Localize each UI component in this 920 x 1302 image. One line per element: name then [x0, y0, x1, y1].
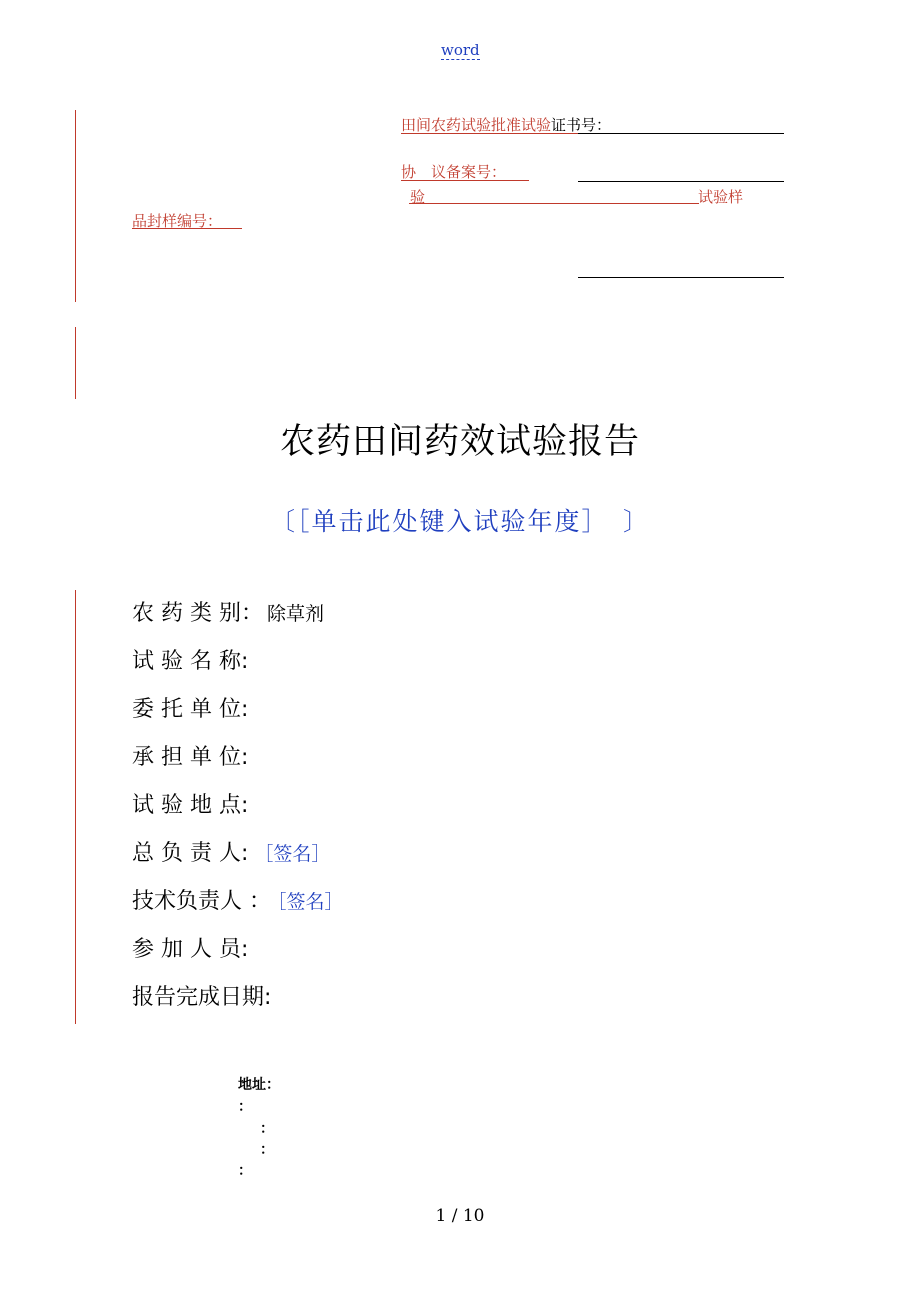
report-title: 农药田间药效试验报告 [279, 422, 640, 462]
sample-line-underline [409, 203, 699, 204]
field-label: 委 托 单 位: [132, 697, 249, 722]
address-label: 地址： [238, 1077, 280, 1093]
signature-placeholder[interactable]: ［签名］ [277, 891, 344, 913]
field-label: 试 验 名 称: [132, 649, 249, 674]
field-report-date [132, 980, 275, 1011]
field-label: 技术负责人 ： [132, 889, 271, 914]
sample-seal-blank[interactable] [578, 277, 784, 278]
cert-label-black: 证书 [551, 116, 582, 134]
sample-seal-label: 品封样编号： [132, 212, 223, 230]
address-colon: ： [260, 1142, 274, 1158]
revision-bar [75, 327, 76, 399]
field-label: 总 负 责 人: [132, 841, 249, 866]
address-colon: ： [260, 1121, 274, 1137]
field-trial-name [132, 644, 252, 675]
revision-bar [75, 590, 76, 1024]
field-label: 承 担 单 位: [132, 745, 249, 770]
year-placeholder[interactable]: 〔［单击此处键入试验年度］ 〕 [269, 507, 650, 536]
address-colon: ： [238, 1163, 252, 1179]
field-label: 参 加 人 员: [132, 937, 249, 962]
signature-placeholder[interactable]: ［签名］ [254, 843, 331, 865]
field-label: 试 验 地 点: [132, 793, 249, 818]
cert-label-tail: 号： [581, 116, 612, 134]
page-indicator: 1 / 10 [435, 1206, 485, 1226]
field-pesticide-type [132, 596, 324, 627]
field-label: 报告完成日期: [132, 985, 272, 1010]
field-value[interactable]: 除草剂 [266, 603, 324, 625]
sample-line-right: 试验样 [698, 188, 744, 206]
sample-line-left: 验 [410, 188, 426, 206]
agreement-record-blank[interactable] [578, 181, 784, 182]
sample-seal-underline [132, 228, 242, 229]
header-word-link[interactable]: word [441, 41, 480, 59]
cert-number-blank[interactable] [578, 133, 784, 134]
address-colon: ： [238, 1099, 252, 1115]
field-tech-lead [132, 884, 344, 915]
field-contractor [132, 740, 252, 771]
agreement-record-label: 协 议备案号： [401, 163, 507, 181]
field-location [132, 788, 252, 819]
field-participants [132, 932, 252, 963]
agreement-label-underline [401, 180, 529, 181]
field-chief [132, 836, 330, 867]
revision-bar [75, 110, 76, 302]
cert-label-red: 田间农药试验批准试验 [401, 116, 552, 134]
field-label: 农 药 类 别： [132, 601, 263, 626]
cert-number-label [401, 114, 611, 135]
field-client [132, 692, 252, 723]
